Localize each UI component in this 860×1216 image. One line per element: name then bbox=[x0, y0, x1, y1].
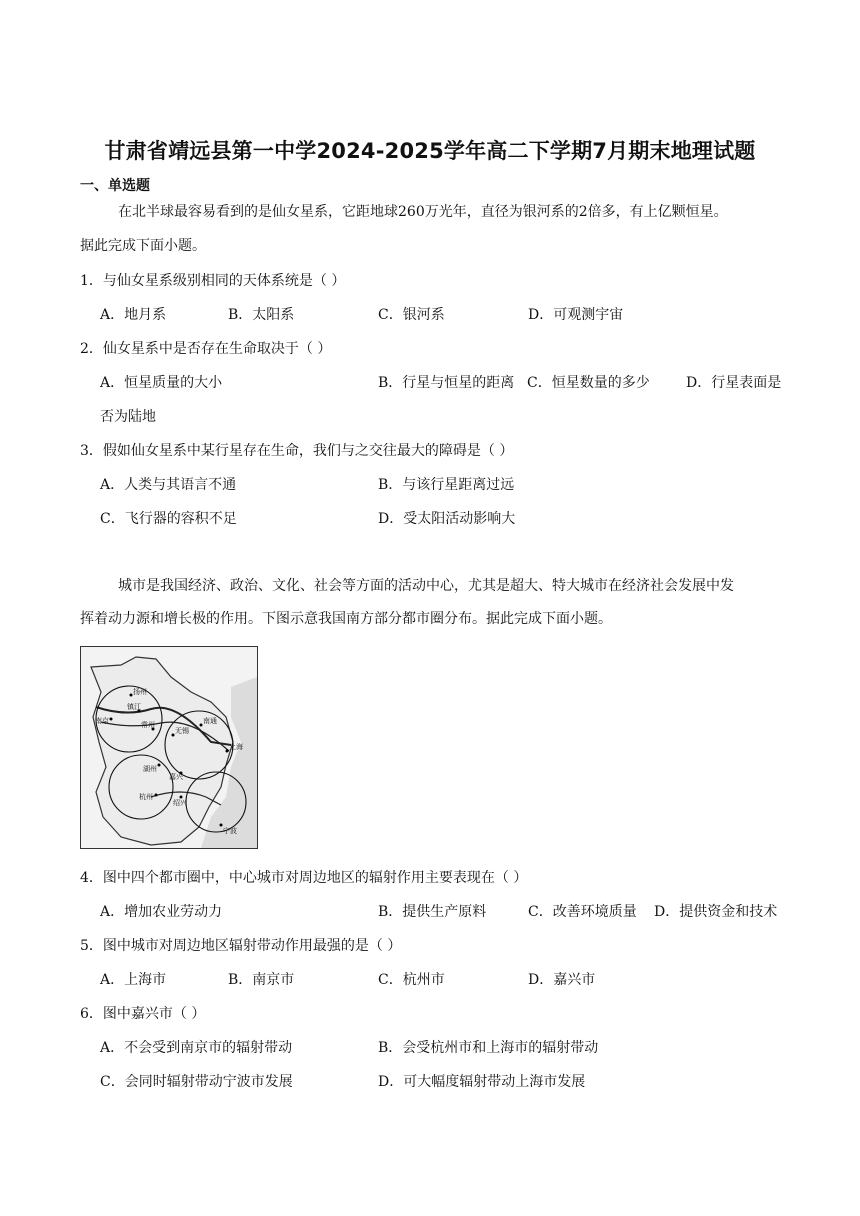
question-3-stem: 3．假如仙女星系中某行星存在生命，我们与之交往最大的障碍是（ ） bbox=[80, 443, 514, 459]
question-3-option-d[interactable]: D．受太阳活动影响大 bbox=[378, 511, 516, 527]
question-4-option-b[interactable]: B．提供生产原料 bbox=[378, 904, 487, 920]
page-title: 甘肃省靖远县第一中学2024-2025学年高二下学期7月期末地理试题 bbox=[104, 139, 756, 163]
question-6-stem: 6．图中嘉兴市（ ） bbox=[80, 1006, 206, 1022]
question-5-stem: 5．图中城市对周边地区辐射带动作用最强的是（ ） bbox=[80, 938, 402, 954]
map-label-changzhou: 常州 bbox=[141, 721, 155, 729]
question-1-option-b[interactable]: B．太阳系 bbox=[228, 307, 295, 323]
question-5-option-c[interactable]: C．杭州市 bbox=[378, 972, 445, 988]
question-5-option-d[interactable]: D．嘉兴市 bbox=[528, 972, 596, 988]
map-label-yangzhou: 扬州 bbox=[133, 688, 147, 696]
map-label-ningbo: 宁波 bbox=[223, 827, 237, 835]
section-heading: 一、单选题 bbox=[80, 178, 150, 194]
question-2-option-d-line-1[interactable]: D．行星表面是 bbox=[686, 375, 782, 391]
question-2-option-d-line-2[interactable]: 否为陆地 bbox=[100, 409, 156, 425]
passage-2-line-2: 挥着动力源和增长极的作用。下图示意我国南方部分都市圈分布。据此完成下面小题。 bbox=[80, 611, 612, 627]
passage-2-line-1: 城市是我国经济、政治、文化、社会等方面的活动中心，尤其是超大、特大城市在经济社会发展中发 bbox=[118, 578, 734, 594]
question-1-option-d[interactable]: D．可观测宇宙 bbox=[528, 307, 624, 323]
passage-1-line-1: 在北半球最容易看到的是仙女星系，它距地球260万光年，直径为银河系的2倍多，有上亿颗恒星。 bbox=[118, 204, 728, 220]
question-6-option-a[interactable]: A．不会受到南京市的辐射带动 bbox=[100, 1040, 293, 1056]
map-drawing bbox=[81, 647, 257, 848]
question-1-stem: 1．与仙女星系级别相同的天体系统是（ ） bbox=[80, 273, 346, 289]
question-5-option-b[interactable]: B．南京市 bbox=[228, 972, 295, 988]
question-3-option-b[interactable]: B．与该行星距离过远 bbox=[378, 477, 515, 493]
question-6-option-d[interactable]: D．可大幅度辐射带动上海市发展 bbox=[378, 1074, 586, 1090]
question-3-option-a[interactable]: A．人类与其语言不通 bbox=[100, 477, 237, 493]
question-4-option-a[interactable]: A．增加农业劳动力 bbox=[100, 904, 223, 920]
map-label-shanghai: 上海 bbox=[229, 743, 243, 751]
question-5-option-a[interactable]: A．上海市 bbox=[100, 972, 167, 988]
map-label-nanjing: 南京 bbox=[95, 717, 109, 725]
question-2-stem: 2．仙女星系中是否存在生命取决于（ ） bbox=[80, 341, 332, 357]
question-2-option-c[interactable]: C．恒星数量的多少 bbox=[527, 375, 650, 391]
metropolitan-map bbox=[80, 646, 258, 849]
map-label-hangzhou: 杭州 bbox=[139, 793, 153, 801]
question-6-option-b[interactable]: B．会受杭州市和上海市的辐射带动 bbox=[378, 1040, 599, 1056]
map-label-zhenjiang: 镇江 bbox=[127, 703, 141, 711]
question-2-option-b[interactable]: B．行星与恒星的距离 bbox=[378, 375, 515, 391]
question-3-option-c[interactable]: C．飞行器的容积不足 bbox=[100, 511, 237, 527]
question-2-option-a[interactable]: A．恒星质量的大小 bbox=[100, 375, 223, 391]
question-6-option-c[interactable]: C．会同时辐射带动宁波市发展 bbox=[100, 1074, 293, 1090]
passage-1-line-2: 据此完成下面小题。 bbox=[80, 238, 206, 254]
map-label-wuxi: 无锡 bbox=[175, 727, 189, 735]
question-1-option-a[interactable]: A．地月系 bbox=[100, 307, 167, 323]
question-4-option-d[interactable]: D．提供资金和技术 bbox=[654, 904, 778, 920]
map-label-nantong: 南通 bbox=[203, 717, 217, 725]
map-label-jiaxing: 嘉兴 bbox=[169, 773, 183, 781]
question-4-stem: 4．图中四个都市圈中，中心城市对周边地区的辐射作用主要表现在（ ） bbox=[80, 870, 528, 886]
map-label-shaoxing: 绍兴 bbox=[173, 799, 187, 807]
question-1-option-c[interactable]: C．银河系 bbox=[378, 307, 445, 323]
map-label-huzhou: 湖州 bbox=[143, 765, 157, 773]
question-4-option-c[interactable]: C．改善环境质量 bbox=[528, 904, 637, 920]
